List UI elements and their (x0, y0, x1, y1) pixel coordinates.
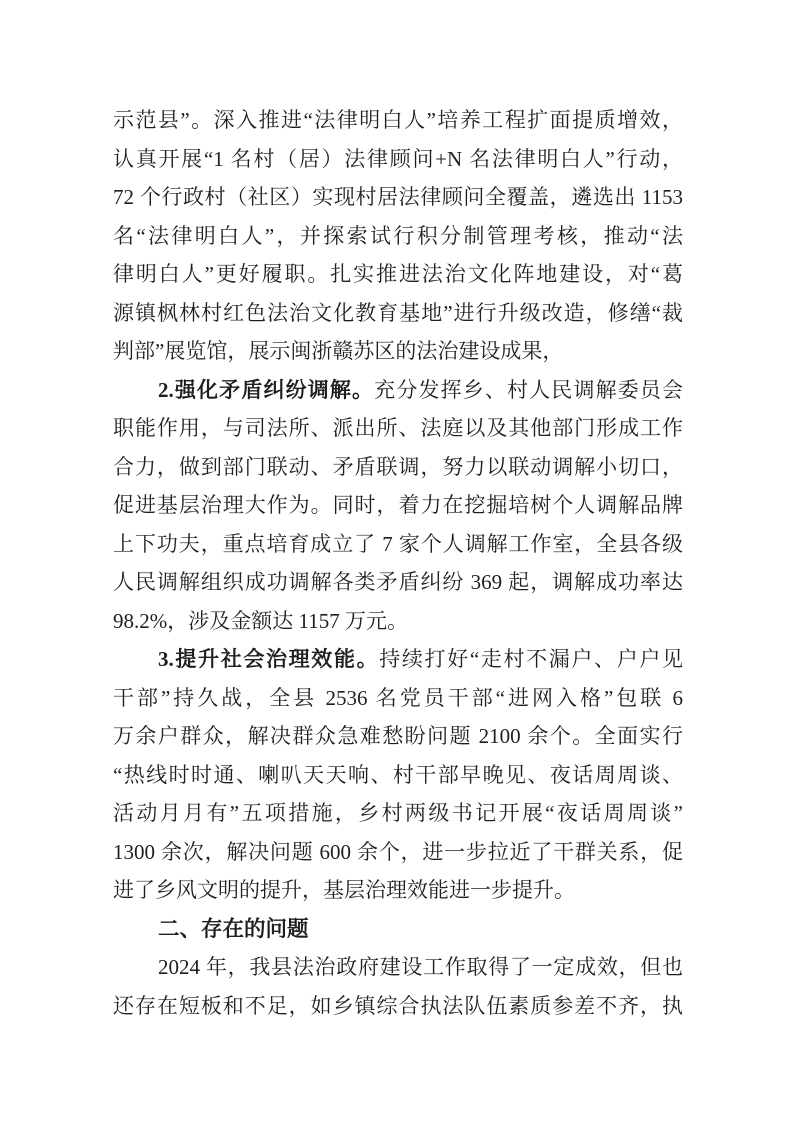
document-line (113, 371, 683, 410)
line-text: 万余户群众，解决群众急难愁盼问题 2100 余个。全面实行 (113, 724, 683, 748)
line-text: 充分发挥乡、村人民调解委员会 (374, 377, 683, 402)
document-line (113, 756, 683, 795)
document-line (113, 602, 683, 641)
line-text: 合力，做到部门联动、矛盾联调，努力以联动调解小切口， (113, 454, 683, 479)
document-line (113, 871, 683, 910)
line-bold-lead: 3.提升社会治理效能。 (158, 647, 380, 671)
document-line (113, 448, 683, 487)
document-line (113, 717, 683, 756)
line-text: 进了乡风文明的提升，基层治理效能进一步提升。 (113, 878, 575, 902)
line-text: 持续打好“走村不漏户、户户见 (379, 647, 683, 671)
line-text: 名“法律明白人”，并探索试行积分制管理考核，推动“法 (113, 223, 683, 248)
document-line (113, 794, 683, 833)
line-text: 源镇枫林村红色法治文化教育基地”进行升级改造，修缮“裁 (113, 300, 683, 325)
line-text: 职能作用，与司法所、派出所、法庭以及其他部门形成工作 (113, 416, 683, 440)
line-text: 1300 余次，解决问题 600 余个，进一步拉近了干群关系，促 (113, 839, 683, 864)
document-line (113, 409, 683, 448)
line-text: 还存在短板和不足，如乡镇综合执法队伍素质参差不齐，执 (113, 993, 683, 1018)
line-text: 人民调解组织成功调解各类矛盾纠纷 369 起，调解成功率达 (113, 570, 683, 594)
line-text: 98.2%，涉及金额达 1157 万元。 (113, 608, 408, 633)
document-line (113, 294, 683, 333)
document-line (113, 679, 683, 718)
line-text: “热线时时通、喇叭天天响、村干部早晚见、夜话周周谈、 (113, 762, 683, 787)
document-line (113, 525, 683, 564)
line-text: 活动月月有”五项措施，乡村两级书记开展“夜话周周谈” (113, 801, 683, 825)
document-body (113, 101, 683, 1025)
document-line (113, 563, 683, 602)
section-heading (113, 910, 683, 949)
line-text: 干部”持久战，全县 2536 名党员干部“进网入格”包联 6 (113, 685, 683, 710)
document-line (113, 332, 683, 371)
document-line (113, 255, 683, 294)
document-line (113, 486, 683, 525)
line-bold-lead: 2.强化矛盾纠纷调解。 (158, 377, 375, 402)
line-text: 二、存在的问题 (158, 916, 309, 941)
line-text: 2024 年，我县法治政府建设工作取得了一定成效，但也 (158, 955, 683, 979)
line-text: 认真开展“1 名村（居）法律顾问+N 名法律明白人”行动， (113, 146, 683, 171)
line-text: 上下功夫，重点培育成立了 7 家个人调解工作室，全县各级 (113, 531, 683, 556)
line-text: 促进基层治理大作为。同时，着力在挖掘培树个人调解品牌 (113, 493, 683, 517)
document-line (113, 640, 683, 679)
line-text: 72 个行政村（社区）实现村居法律顾问全覆盖，遴选出 1153 (113, 185, 683, 209)
document-line (113, 948, 683, 987)
document-line (113, 178, 683, 217)
document-line (113, 140, 683, 179)
line-text: 示范县”。深入推进“法律明白人”培养工程扩面提质增效， (113, 108, 683, 132)
document-line (113, 833, 683, 872)
document-line (113, 217, 683, 256)
line-text: 律明白人”更好履职。扎实推进法治文化阵地建设，对“葛 (113, 262, 683, 286)
line-text: 判部”展览馆，展示闽浙赣苏区的法治建设成果， (113, 339, 564, 363)
document-line (113, 987, 683, 1026)
document-line (113, 101, 683, 140)
